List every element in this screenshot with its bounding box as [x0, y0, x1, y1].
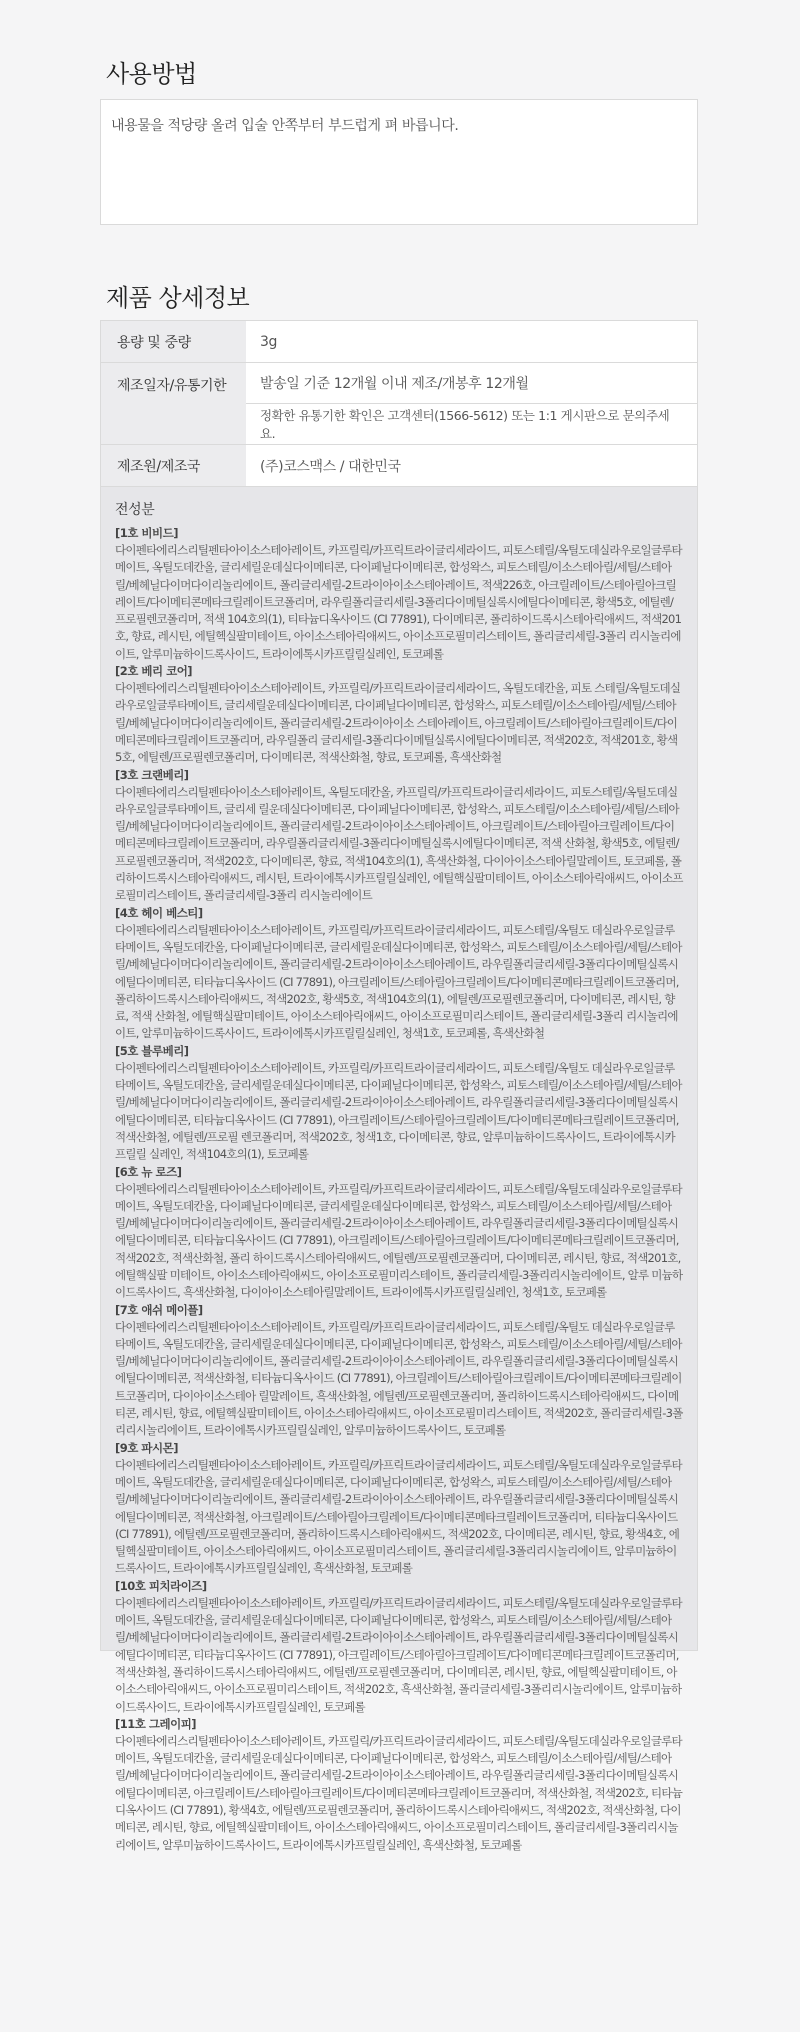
- ingredient-shade-name: [2호 베리 코어]: [115, 664, 193, 679]
- manufacturer-row: [101, 445, 697, 487]
- expiry-label: 제조일자/유통기한: [101, 363, 246, 444]
- ingredient-shade-name: [3호 크랜베리]: [115, 767, 189, 782]
- ingredient-list-text: 다이펜타에리스리틸펜타아이소스테아레이트, 카프릴릭/카프릭트라이글리세라이드, 피토스테릴/옥틸도데실라우로일글루타메이트, 옥틸도데칸올, 글리세릴운데실다이메티콘, 다이페닐다이메티콘, 합성왁스, 피토스테릴/이소스테아릴/세틸/스테아릴/베헤닐다이머다이리놀리에이트, 폴리글리세릴-2트라이아이소스테아레이트, 라우릴폴리글리세릴-3폴리다이메틸실록시에틸다이메티콘, 아크릴레이트/스테아릴아크릴레이트/다이메티콘메타크릴레이트코폴리머, 적색산화철, 적색202호, 티타늄디옥사이드 (CI 77891), 황색4호, 에틸렌/프로필렌코폴리머, 폴리하이드록시스테아릭애씨드, 적색202호, 적색산화철, 다이메티콘, 레시틴, 향료, 에틸헥실팔미테이트, 아이소스테아릭애씨드, 아이소프로필미리스테이트, 폴리글리세릴-3폴리리시놀리에이트, 알루미늄하이드록사이드, 트라이에톡시카프릴릴실레인, 흑색산화철, 토코페롤: [115, 1733, 683, 1852]
- expiry-row: [101, 363, 697, 445]
- ingredient-shade-name: [5호 블루베리]: [115, 1043, 189, 1058]
- ingredient-list-text: 다이펜타에리스리틸펜타아이소스테아레이트, 카프릴릭/카프릭트라이글리세라이드, 피토스테릴/옥틸도데실라우로일글루타메이트, 옥틸도데칸올, 글리세릴운데실다이메티콘, 다이페닐다이메티콘, 합성왁스, 피토스테릴/이소스테아릴/세틸/스테아릴/베헤닐다이머다이리놀리에이트, 폴리글리세릴-2트라이아이소스테아레이트, 라우릴폴리글리세릴-3폴리다이메틸실록시에틸다이메티콘, 적색산화철, 아크릴레이트/스테아릴아크릴레이트/다이메티콘메타크릴레이트코폴리머, 티타늄디옥사이드 (CI 77891), 에틸렌/프로필렌코폴리머, 폴리하이드록시스테아릭애씨드, 적색202호, 다이메티콘, 레시틴, 향료, 황색4호, 에틸헥실팔미테이트, 아이소스테아릭애씨드, 아이소프로필미리스테이트, 폴리글리세릴-3폴리리시놀리에이트, 알루미늄하이드록사이드, 트라이에톡시카프릴릴실레인, 흑색산화철, 토코페롤: [115, 1457, 682, 1576]
- ingredient-list-text: 다이펜타에리스리틸펜타아이소스테아레이트, 카프릴릭/카프릭트라이글리세라이드, 피토스테릴/옥틸도 데실라우로일글루타메이트, 옥틸도데칸올, 다이페닐다이메티콘, 글리세릴운데실다이메티콘, 합성왁스, 피토스테릴/이소스테아릴/세틸/스테아릴/베헤닐다이머다이리놀리에이트, 폴리글리세릴-2트라이아이소스테아레이트, 라우릴폴리글리세릴-3폴리다이메틸실록시에틸다이메티콘, 티타늄디옥사이드 (CI 77891), 아크릴레이트/스테아릴아크릴레이트/다이메티콘메타크릴레이트코폴리머, 폴리하이드록시스테아릭애씨드, 적색202호, 황색5호, 적색104호의(1), 에틸렌/프로필렌코폴리머, 다이메티콘, 레시틴, 향료, 적색 산화철, 에틸핵실팔미테이트, 아이소스테아릭애씨드, 아이소프로필미리스테이트, 폴리글리세릴-3폴리 리시놀리에이트, 알루미늄하이드록사이드, 트라이에톡시카프릴릴실레인, 청색1호, 토코페롤, 흑색산화철: [115, 922, 682, 1041]
- usage-description: 내용물을 적당량 올려 입술 안쪽부터 부드럽게 펴 바릅니다.: [100, 99, 698, 225]
- capacity-value: 3g: [260, 333, 277, 350]
- manufacturer-label: 제조원/제조국: [101, 445, 246, 486]
- ingredient-shade-name: [1호 비비드]: [115, 526, 178, 540]
- capacity-label: 용량 및 중량: [101, 321, 246, 362]
- product-detail-section-title: 제품 상세정보: [106, 284, 250, 312]
- usage-section-title: 사용방법: [106, 60, 197, 88]
- ingredient-list-text: 다이펜타에리스리틸펜타아이소스테아레이트, 카프릴릭/카프릭트라이글리세라이드, 피토스테릴/옥틸도 데실라우로일글루타메이트, 옥틸도데칸올, 글리세릴운데실다이메티콘, 다이페닐다이메티콘, 합성왁스, 피토스테릴/이소스테아릴/세틸/스테아릴/베헤닐다이머다이리놀리에이트, 폴리글리세릴-2트라이아이소스테아레이트, 라우릴폴리글리세릴-3폴리다이메틸실록시에틸다이메티콘, 적색산화철, 티타늄디옥사이드 (CI 77891), 아크릴레이트/스테아릴아크릴레이트/다이메티콘메타크릴레이트코폴리머, 다이아이소스테아 릴말레이트, 흑색산화철, 에틸렌/프로필렌코폴리머, 폴리하이드록시스테아릭애씨드, 다이메티콘, 레시틴, 향료, 에틸헥실팔미테이트, 아이소스테아릭애씨드, 아이소프로필미리스테이트, 적색202호, 폴리글리세릴-3폴리리시놀리에이트, 트라이에톡시카프릴릴실레인, 알루미늄하이드록사이드, 토코페롤: [115, 1319, 683, 1438]
- ingredient-shade-name: [10호 피치라이즈]: [115, 1578, 207, 1593]
- ingredient-shade-name: [6호 뉴 로즈]: [115, 1164, 182, 1179]
- ingredient-shade-name: [7호 애쉬 메이플]: [115, 1302, 203, 1317]
- capacity-row: [101, 321, 697, 363]
- expiry-note: 정확한 유통기한 확인은 고객센터(1566-5612) 또는 1:1 게시판으로 문의주세요.: [246, 403, 697, 444]
- expiry-value: 발송일 기준 12개월 이내 제조/개봉후 12개월: [260, 376, 529, 392]
- ingredient-list-text: 다이펜타에리스리틸펜타아이소스테아레이트, 카프릴릭/카프릭트라이글리세라이드, 옥틸도데칸올, 피토 스테릴/옥틸도데실라우로일글루타메이트, 글리세릴운데실다이메티콘, 다이페닐다이메티콘, 합성왁스, 피토스테릴/이소스테아릴/세틸/스테아릴/베헤닐다이머다이리놀리에이트, 폴리글리세릴-2트라이아이소 스테아레이트, 아크릴레이트/스테아릴아크릴레이트/다이메티콘메타크릴레이트코폴리머, 라우릴폴리 글리세릴-3폴리다이메틸실록시에틸다이메티콘, 적색202호, 적색201호, 황색5호, 에틸렌/프로필렌코폴리머, 다이메티콘, 적색산화철, 향료, 토코페롤, 흑색산화철: [115, 681, 681, 765]
- ingredient-shade-name: [9호 파시몬]: [115, 1440, 178, 1455]
- ingredient-shade-name: [4호 헤이 베스티]: [115, 905, 203, 920]
- ingredients-title: 전성분: [115, 502, 155, 518]
- expiry-values: [246, 363, 697, 444]
- ingredients-panel: [101, 487, 697, 1852]
- product-detail-table: [100, 320, 698, 1852]
- ingredient-list-text: 다이펜타에리스리틸펜타아이소스테아레이트, 카프릴릭/카프릭트라이글리세라이드, 피토스테릴/옥틸도데실라우로일글루타메이트, 옥틸도데칸올, 글리세릴운데실다이메티콘, 다이페닐다이메티콘, 합성왁스, 피토스테릴/이소스테아릴/세틸/스테아릴/베헤닐다이머다이리놀리에이트, 폴리글리세릴-2트라이아이소스테아레이트, 라우릴폴리글리세릴-3폴리다이메틸실록시에틸다이메티콘, 티타늄디옥사이드 (CI 77891), 아크릴레이트/스테아릴아크릴레이트/다이메티콘메타크릴레이트코폴리머, 적색산화철, 폴리하이드록시스테아릭애씨드, 에틸렌/프로필렌코폴리머, 다이메티콘, 레시틴, 향료, 에틸헥실팔미테이트, 아이소스테아릭애씨드, 아이소프로필미리스테이트, 적색202호, 흑색산화철, 폴리글리세릴-3폴리리시놀리에이트, 알루미늄하이드록사이드, 트라이에톡시카프릴릴실레인, 토코페롤: [115, 1595, 682, 1714]
- ingredient-list-text: 다이펜타에리스리틸펜타아이소스테아레이트, 카프릴릭/카프릭트라이글리세라이드, 피토스테릴/옥틸도 데실라우로일글루타메이트, 옥틸도데칸올, 글리세릴운데실다이메티콘, 다이페닐다이메티콘, 합성왁스, 피토스테릴/이소스테아릴/세틸/스테아릴/베헤닐다이머다이리놀리에이트, 폴리글리세릴-2트라이아이소스테아레이트, 라우릴폴리글리세릴-3폴리다이메틸실록시에틸다이메티콘, 티타늄디옥사이드 (CI 77891), 아크릴레이트/스테아릴아크릴레이트/다이메티콘메타크릴레이트코폴리머, 적색산화철, 에틸렌/프로필 렌코폴리머, 적색202호, 청색1호, 다이메티콘, 향료, 알루미늄하이드록사이드, 트라이에톡시카프릴릴 실레인, 적색104호의(1), 토코페롤: [115, 1060, 682, 1162]
- ingredients-list: [115, 525, 683, 1854]
- ingredient-shade-name: [11호 그레이피]: [115, 1716, 197, 1731]
- ingredient-list-text: 다이펜타에리스리틸펜타아이소스테아레이트, 카프릴릭/카프릭트라이글리세라이드, 피토스테릴/옥틸도데실라우로일글루타메이트, 옥틸도데칸올, 다이페닐다이메티콘, 글리세릴운데실다이메티콘, 합성왁스, 피토스테릴/이소스테아릴/세틸/스테아릴/베헤닐다이머다이리놀리에이트, 폴리글리세릴-2트라이아이소스테아레이트, 라우릴폴리글리세릴-3폴리다이메틸실록시에틸다이메티콘, 티타늄디옥사이드 (CI 77891), 아크릴레이트/스테아릴아크릴레이트/다이메티콘메타크릴레이트코폴리머, 적색202호, 적색산화철, 폴리 하이드록시스테아릭애씨드, 에틸렌/프로필렌코폴리머, 다이메티콘, 레시틴, 향료, 적색201호, 에틸핵실팔 미테이트, 아이소스테아릭애씨드, 아이소프로필미리스테이트, 폴리글리세릴-3폴리리시놀리에이트, 알루 미늄하이드록사이드, 흑색산화철, 다이아이소스테아릴말레이트, 트라이에톡시카프릴릴실레인, 청색1호, 토코페롤: [115, 1181, 683, 1300]
- ingredient-list-text: 다이펜타에리스리틸펜타아이소스테아레이트, 카프릴릭/카프릭트라이글리세라이드, 피토스테릴/옥틸도데실라우로일글루타메이트, 옥틸도데칸올, 글리세릴운데실다이메티콘, 다이페닐다이메티콘, 합성왁스, 피토스테릴/이소스테아릴/세틸/스테아릴/베헤닐다이머다이리놀리에이트, 폴리글리세릴-2트라이아이소스테아레이트, 적색226호, 아크릴레이트/스테아릴아크릴레이트/다이메티콘메타크릴레이트코폴리머, 라우릴폴리글리세릴-3폴리다이메틸실록시에틸다이메티콘, 황색5호, 에틸렌/프로필렌코폴리머, 적색 104호의(1), 티타늄디옥사이드 (CI 77891), 다이메티콘, 폴리하이드록시스테아릭애씨드, 적색201호, 향료, 레시틴, 에틸헥실팔미테이트, 아이소스테아릭애씨드, 아이소프로필미리스테이트, 폴리글리세릴-3폴리 리시놀리에이트, 알루미늄하이드록사이드, 트라이에톡시카프릴릴실레인, 토코페롤: [115, 543, 682, 661]
- manufacturer-value: (주)코스맥스 / 대한민국: [260, 458, 401, 475]
- ingredient-list-text: 다이펜타에리스리틸펜타아이소스테아레이트, 옥틸도데칸올, 카프릴릭/카프릭트라이글리세라이드, 피토스테릴/옥틸도데실라우로일글루타메이트, 글리세 릴운데실다이메티콘, 다이페닐다이메티콘, 합성왁스, 피토스테릴/이소스테아릴/세틸/스테아릴/베헤닐다이머다이리놀리에이트, 폴리글리세릴-2트라이아이소스테아레이트, 아크릴레이트/스테아릴아크릴레이트/다이메티콘메타크릴레이트코폴리머, 라우릴폴리글리세릴-3폴리다이메틸실록시에틸다이메티콘, 적색 산화철, 황색5호, 에틸렌/프로필렌코폴리머, 적색202호, 다이메티콘, 향료, 적색104호의(1), 흑색산화철, 다이아이소스테아릴말레이트, 토코페롤, 폴리하이드록시스테아릭애씨드, 레시틴, 트라이에톡시카프릴릴실레인, 에틸핵실팔미테이트, 아이소스테아릭애씨드, 아이소프로필미리스테이트, 폴리글리세릴-3폴리 리시놀리에이트: [115, 784, 683, 903]
